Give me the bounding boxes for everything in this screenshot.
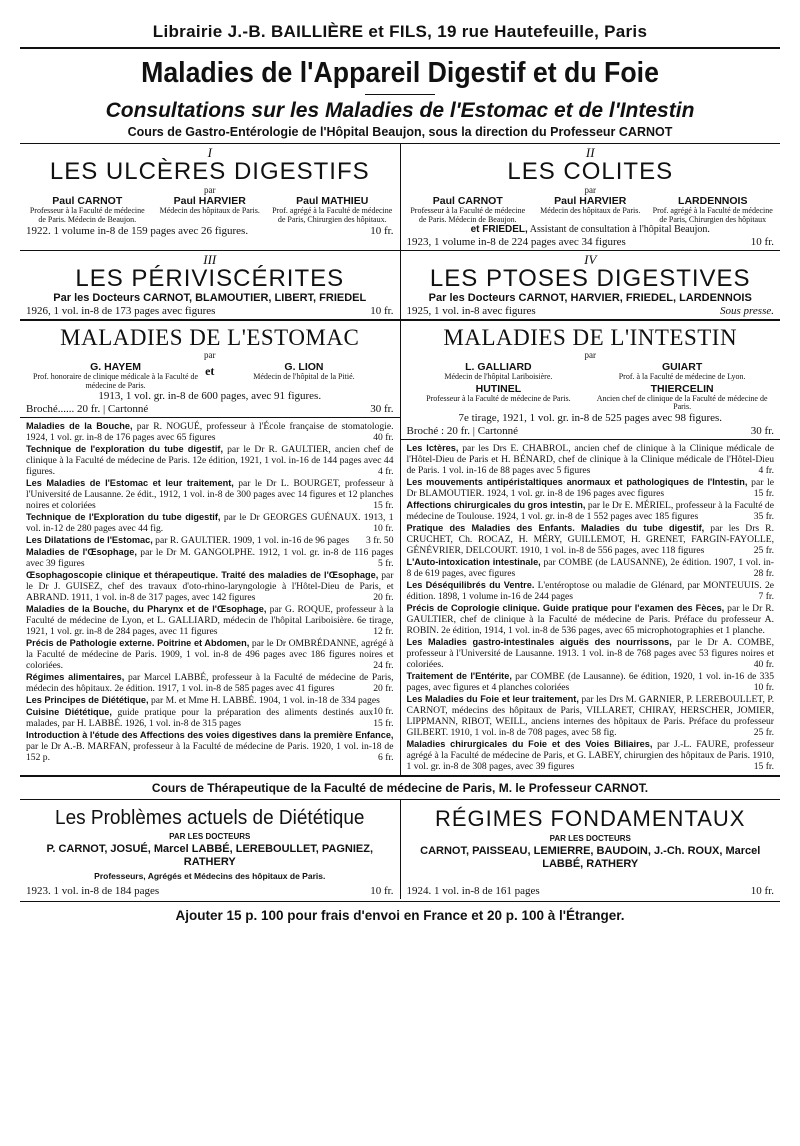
list-item: Pratique des Maladies des Enfants. Maladies du tube digestif, par les Drs R. CRUCHET, Ch. ROCAZ, H. MÉRY, GUILLEMOT, H. GRENET, FARGIN-FAYOLLE, GÉNÉVRIER, DELCOURT. 1910, 1 vol. in-8 de 556 pages, avec 118 figures 25 fr. xyxy=(406,522,774,556)
catalogue-page xyxy=(20,0,780,1130)
authors xyxy=(407,195,775,224)
price: 10 fr. xyxy=(750,236,774,248)
author: Paul HARVIER Médecin des hôpitaux de Paris. xyxy=(159,195,260,215)
volume-4 xyxy=(401,251,781,319)
consultations-subtitle: Cours de Gastro-Entérologie de l'Hôpital Beaujon, sous la direction du Professeur CARNOT xyxy=(127,125,673,139)
book-title: Les Problèmes actuels de Diététique xyxy=(55,806,365,829)
estomac-section xyxy=(20,321,401,775)
list-item: Technique de l'Exploration du tube digestif, par le Dr GEORGES GUÉNAUX. 1913, 1 vol. in-12 de 280 pages avec 44 fig. 10 fr. xyxy=(26,512,394,534)
par-label: par xyxy=(204,350,216,360)
title-rule xyxy=(365,94,435,95)
list-item: Affections chirurgicales du gros intestin, par le Dr E. MÉRIEL, professeur à la Faculté de médecine de Toulouse. 1924, 1 vol. gr. in-8 de 1 552 pages avec 185 figures 35 fr. xyxy=(406,499,774,522)
volume-numeral: IV xyxy=(584,252,597,267)
list-item: Maladies de l'Œsophage, par le Dr M. GANGOLPHE. 1912, 1 vol. gr. in-8 de 116 pages avec 39 figures 5 fr. xyxy=(26,547,394,569)
author: GUIART Prof. à la Faculté de médecine de Lyon. xyxy=(618,361,746,381)
list-item: Maladies chirurgicales du Foie et des Voies Biliaires, par J.-L. FAURE, professeur agrégé à la Faculté de médecine de Paris, et G. LABEY, chirurgien des hôpitaux de Paris. 1910, 1 vol. gr. in-8 de 308 pages, avec 39 figures 15 fr. xyxy=(406,738,774,772)
list-item: Les Déséquilibrés du Ventre. L'entéroptose ou maladie de Glénard, par MONTEUUIS. 2e édition. 1898, 1 volume in-16 de 244 pages 7 fr. xyxy=(406,579,774,602)
intestin-section xyxy=(401,321,781,775)
list-item: Œsophagoscopie clinique et thérapeutique. Traité des maladies de l'Œsophage, par le Dr J. GUISEZ, chef des travaux d'oto-rhino-laryngologie à l'Hôtel-Dieu de Paris, et ABRAND. 1911, 1 vol. in-8 de 317 pages, avec 142 figures 20 fr. xyxy=(26,570,394,603)
list-item: Les Maladies gastro-intestinales aiguës des nourrissons, par le Dr A. COMBE, professeur à l'Université de Lausanne. 1913. 1 vol. in-8 de 768 pages avec 53 figures noires et coloriées. 40 fr. xyxy=(406,636,774,670)
publication-info: 1924. 1 vol. in-8 de 161 pages 10 fr. xyxy=(406,884,774,897)
volume-title: LES PTOSES DIGESTIVES xyxy=(429,265,751,292)
list-item: Maladies de la Bouche, par R. NOGUÉ, professeur à l'École française de stomatologie. 1924, 1 vol. gr. in-8 de 176 pages avec 65 figures 40 fr. xyxy=(26,421,394,443)
estomac-entries xyxy=(20,418,400,766)
authors: P. CARNOT, JOSUÉ, Marcel LABBÉ, LEREBOULLET, PAGNIEZ, RATHERY xyxy=(46,842,374,868)
price: Sous presse. xyxy=(720,305,774,317)
price: 10 fr. xyxy=(370,305,394,317)
list-item: Les mouvements antipéristaltiques anormaux et pathologiques de l'Intestin, par le Dr BLAMOUTIER. 1924, 1 vol. gr. in-8 de 196 pages avec figures 15 fr. xyxy=(406,476,774,499)
volume-title: LES PÉRIVISCÉRITES xyxy=(75,265,345,292)
par-label: PAR LES DOCTEURS xyxy=(169,831,251,841)
list-item: Maladies de la Bouche, du Pharynx et de l'Œsophage, par G. ROQUE, professeur à la Faculté de médecine de Lyon, et L. GALLIARD, médecin de l'hôpital Lariboisière. 6e tirage, 1921, 1 vol. gr. in-8 de 284 pages, avec 11 figures 12 fr. xyxy=(26,604,394,637)
author: Paul MATHIEU Prof. agrégé à la Faculté de médecine de Paris, Chirurgien des hôpitaux. xyxy=(272,195,393,224)
publication-info: 1922. 1 volume in-8 de 159 pages avec 26 figures. 10 fr. xyxy=(26,225,394,237)
publication-info: 1926, 1 vol. in-8 de 173 pages avec figures 10 fr. xyxy=(26,305,394,317)
dietetique-book xyxy=(20,800,401,899)
publication-info: 1923, 1 volume in-8 de 224 pages avec 34 figures 10 fr. xyxy=(406,236,774,248)
authors: Par les Docteurs CARNOT, HARVIER, FRIEDEL, LARDENNOIS xyxy=(428,292,752,304)
therapeutics-course-banner: Cours de Thérapeutique de la Faculté de médecine de Paris, M. le Professeur CARNOT. xyxy=(20,775,780,800)
list-item: Cuisine Diététique, guide pratique pour la préparation des aliments destinés aux malades, par H. LABBÉ. 1926, 1 vol. in-8 de 315 pages 15 fr. xyxy=(26,707,394,729)
publication-info: 7e tirage, 1921, 1 vol. gr. in-8 de 525 pages avec 98 figures. xyxy=(458,411,723,424)
list-item: L'Auto-intoxication intestinale, par COMBE (de LAUSANNE), 2e édition. 1907, 1 vol. in-8 de 619 pages, avec figures 28 fr. xyxy=(406,556,774,579)
list-item: Introduction à l'étude des Affections des voies digestives dans la première Enfance, par le Dr A.-B. MARFAN, professeur à la Faculté de médecine de Paris. 1920, 1 vol. in-18 de 152 p. 6 fr. xyxy=(26,730,394,763)
list-item: Précis de Coprologie clinique. Guide pratique pour l'examen des Fèces, par le Dr R. GAULTIER, chef de clinique à la Faculté de médecine de Paris. Préface du professeur A. ROBIN. 2e édition, 1914, 1 vol. in-8 de 536 pages, avec 65 microphotographies et 1 planche. xyxy=(406,602,774,636)
author: G. LION Médecin de l'hôpital de la Pitié. xyxy=(253,361,355,381)
main-sections xyxy=(20,319,780,775)
publication-info: 1923. 1 vol. in-8 de 184 pages 10 fr. xyxy=(26,884,394,897)
list-item: Traitement de l'Entérite, par COMBE (de Lausanne). 6e édition, 1920, 1 vol. in-16 de 335 pages, avec figures et 4 planches coloriées 10 fr. xyxy=(406,670,774,693)
volume-2 xyxy=(401,144,781,250)
par-label: par xyxy=(204,185,216,195)
publisher-header: Librairie J.-B. BAILLIÈRE et FILS, 19 rue Hautefeuille, Paris xyxy=(20,8,780,49)
authors xyxy=(407,361,775,382)
series-row-1 xyxy=(20,143,780,250)
volume-1 xyxy=(20,144,401,250)
volume-title: LES ULCÈRES DIGESTIFS xyxy=(49,158,370,185)
intestin-header xyxy=(401,321,781,440)
authors xyxy=(407,383,775,412)
author: Paul CARNOT Professeur à la Faculté de médecine de Paris. Médecin de Beaujon. xyxy=(29,195,145,224)
par-label: par xyxy=(584,350,596,360)
authors xyxy=(26,195,394,224)
list-item: Les Ictères, par les Drs E. CHABROL, ancien chef de clinique à la Clinique médicale de l'Hôtel-Dieu de Paris et H. BÉNARD, chef de clinique à la Clinique médicale de l'Hôtel-Dieu de Paris. 1 vol. in-16 de 88 pages avec 5 figures 4 fr. xyxy=(406,442,774,476)
volume-numeral: I xyxy=(207,145,212,160)
list-item: Précis de Pathologie externe. Poitrine et Abdomen, par le Dr OMBRÉDANNE, agrégé à la Faculté de médecine de Paris. 1909, 1 vol. in-8 de 496 pages avec 186 figures noires et coloriées. 24 fr. xyxy=(26,638,394,671)
shipping-note: Ajouter 15 p. 100 pour frais d'envoi en France et 20 p. 100 à l'Étranger. xyxy=(20,901,780,929)
section-title: MALADIES DE L'INTESTIN xyxy=(443,325,738,350)
list-item: Les Maladies de l'Estomac et leur traitement, par le Dr L. BOURGET, professeur à l'Université de Lausanne. 2e édit., 1912, 1 vol. in-8 de 300 pages avec 14 figures et 12 planches noires et coloriées 15 fr. xyxy=(26,478,394,511)
regimes-book xyxy=(401,800,781,899)
author: Paul CARNOT Professeur à la Faculté de médecine de Paris. Médecin de Beaujon. xyxy=(410,195,526,224)
consultations-title: Consultations sur les Maladies de l'Estomac et de l'Intestin xyxy=(105,99,695,122)
author: G. HAYEM Prof. honoraire de clinique médicale à la Faculté de médecine de Paris. xyxy=(33,361,199,390)
intestin-entries xyxy=(401,440,781,775)
list-item: Les Principes de Diététique, par M. et Mme H. LABBÉ. 1904, 1 vol. in-18 de 334 pages 10 fr. xyxy=(26,695,394,717)
volume-numeral: III xyxy=(203,252,217,267)
list-item: Les Maladies du Foie et leur traitement, par les Drs M. GARNIER, P. LEREBOULLET, P. CARNOT, médecins des hôpitaux de Paris, VILLARET, CHIRAY, HERSCHER, JOMIER, LIPPMANN, RIBOT, WEILL, anciens internes des hôpitaux de Paris. Préface du professeur GILBERT. 1910, 1 vol. in-8 de 708 pages, avec 58 fig. 25 fr. xyxy=(406,693,774,738)
book-title: RÉGIMES FONDAMENTAUX xyxy=(434,805,746,831)
price: 10 fr. xyxy=(370,225,394,237)
list-item: Régimes alimentaires, par Marcel LABBÉ, professeur à la Faculté de médecine de Paris, médecin des hôpitaux. 2e édition. 1917, 1 vol. in-8 de 585 pages avec 41 figures 20 fr. xyxy=(26,672,394,694)
authors xyxy=(26,361,394,390)
price-line: Broché : 20 fr. | Cartonné 30 fr. xyxy=(406,424,774,437)
footer-books xyxy=(20,800,780,899)
publication-info: 1925, 1 vol. in-8 avec figures Sous presse. xyxy=(406,305,774,317)
list-item: Technique de l'exploration du tube digestif, par le Dr R. GAULTIER, ancien chef de clinique à la Faculté de médecine de Paris. 12e édition, 1921, 1 vol. in-16 de 144 pages avec 44 figures. 4 fr. xyxy=(26,444,394,477)
authors: Par les Docteurs CARNOT, BLAMOUTIER, LIBERT, FRIEDEL xyxy=(53,292,367,304)
authors: CARNOT, PAISSEAU, LEMIERRE, BAUDOIN, J.-Ch. ROUX, Marcel LABBÉ, RATHERY xyxy=(420,844,761,870)
publication-info: 1913, 1 vol. gr. in-8 de 600 pages, avec 91 figures. xyxy=(98,390,322,402)
authors-affiliation: Professeurs, Agrégés et Médecins des hôpitaux de Paris. xyxy=(94,870,326,881)
par-label: par xyxy=(584,185,596,195)
list-item: Les Dilatations de l'Estomac, par R. GAULTIER. 1909, 1 vol. in-16 de 96 pages 3 fr. 50 xyxy=(26,535,394,546)
author: Paul HARVIER Médecin des hôpitaux de Paris. xyxy=(540,195,641,215)
author: HUTINEL Professeur à la Faculté de médecine de Paris. xyxy=(426,382,571,403)
et-label: et xyxy=(205,364,215,378)
par-label: PAR LES DOCTEURS xyxy=(549,833,631,843)
main-title: Maladies de l'Appareil Digestif et du Foie xyxy=(141,57,659,89)
author: L. GALLIARD Médecin de l'hôpital Lariboisière. xyxy=(444,361,553,381)
price-line: Broché...... 20 fr. | Cartonné 30 fr. xyxy=(26,403,394,415)
volume-numeral: II xyxy=(585,145,595,160)
estomac-header xyxy=(20,321,400,418)
volume-3 xyxy=(20,251,401,319)
volume-title: LES COLITES xyxy=(507,158,674,185)
price: 10 fr. xyxy=(750,884,774,897)
price: 10 fr. xyxy=(370,884,394,897)
section-title: MALADIES DE L'ESTOMAC xyxy=(60,325,360,350)
author: LARDENNOIS Prof. agrégé à la Faculté de médecine de Paris, Chirurgien des hôpitaux xyxy=(652,195,773,224)
series-row-2 xyxy=(20,250,780,319)
extra-author: et FRIEDEL, Assistant de consultation à l'hôpital Beaujon. xyxy=(470,224,710,235)
author: THIERCELIN Ancien chef de clinique de la Faculté de médecine de Paris. xyxy=(596,382,768,411)
